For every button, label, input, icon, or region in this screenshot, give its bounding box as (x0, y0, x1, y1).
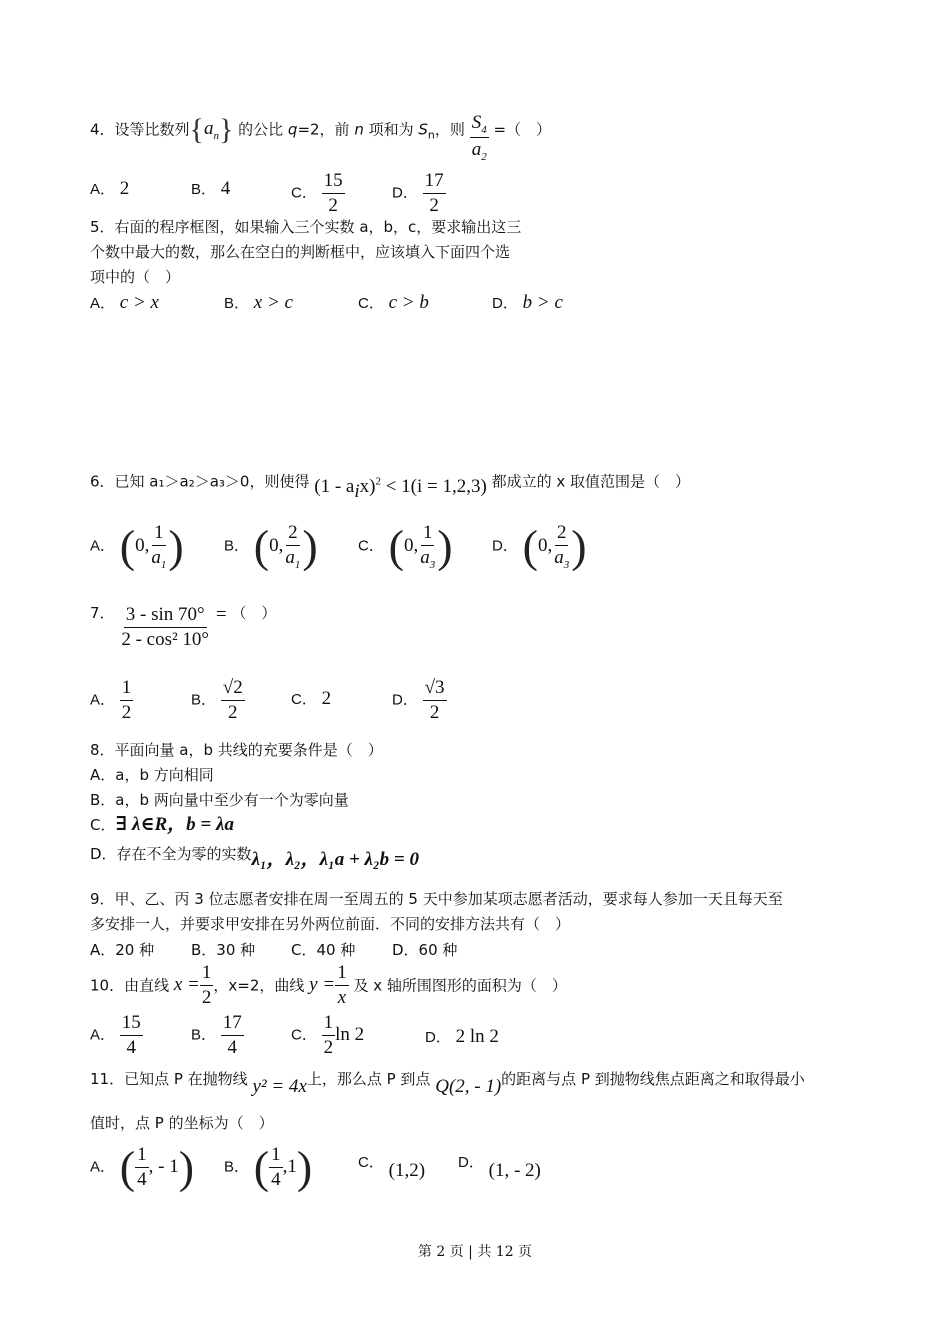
q9-option-b[interactable]: B．30 种 (191, 941, 256, 959)
q9-option-d[interactable]: D．60 种 (392, 941, 458, 959)
q8-option-c[interactable]: C．∃ λ∈R，b = λa (90, 814, 234, 835)
q6-option-a[interactable]: A． (0, $\frac{1}{a_1}$ ) (90, 520, 184, 572)
q9-option-c[interactable]: C．40 种 (291, 941, 356, 959)
q4-option-c[interactable]: C． $\frac{15}{2}$ (291, 170, 343, 216)
q8-option-a[interactable]: A．a，b 方向相同 (90, 766, 214, 784)
q8-option-b[interactable]: B．a，b 两向量中至少有一个为零向量 (90, 791, 349, 809)
q9-line1: 9．甲、乙、丙 3 位志愿者安排在周一至周五的 5 天中参加某项志愿者活动，要求每人参加一天且每天至 (90, 890, 783, 908)
q11-option-b[interactable]: B． ( $\frac{1}{4}$ ,1) (224, 1141, 313, 1193)
q4-option-b[interactable]: B． 4 (191, 178, 231, 199)
q11-option-c[interactable]: C． (1,2) (358, 1154, 426, 1181)
q10-option-c[interactable]: C． $\frac{1}{2}$ ln 2 (291, 1012, 365, 1058)
question-4: 4．设等比数列$\{a_n\}$ 的公比 q=2，前 n 项和为 $S_n$，则 $\frac{S_4}{a_2}$ =（ ） (90, 112, 552, 164)
q6-option-b[interactable]: B． (0, $\frac{2}{a_1}$ ) (224, 520, 318, 572)
q8-stem: 8．平面向量 a，b 共线的充要条件是（ ） (90, 741, 383, 759)
q4-option-a[interactable]: A． 2 (90, 178, 130, 199)
q8-option-d[interactable]: D．存在不全为零的实数λ₁，λ₂，λ₁a + λ₂b = 0 (90, 845, 419, 870)
q6-option-c[interactable]: C． (0, $\frac{1}{a_3}$ ) (358, 520, 453, 572)
q11-line2: 值时，点 P 的坐标为（ ） (90, 1114, 274, 1132)
question-7: 7． $\frac{3 - \sin 70^\circ}{\text{2 - cos² 10°}}$ = （ ） (90, 604, 277, 650)
question-6: 6．已知 a₁＞a₂＞a₃＞0，则使得 $(1 - a_ix)^2 < 1(i = 1,2,3)$ 都成立的 x 取值范围是（ ） (90, 472, 691, 503)
q7-option-b[interactable]: B． $\frac{√2}{2}$ (191, 677, 243, 723)
q5-option-b[interactable]: B． x > c (224, 292, 293, 313)
q9-option-a[interactable]: A．20 种 (90, 941, 155, 959)
q4-prefix: 4．设等比数列 (90, 120, 190, 139)
page-footer: 第 2 页 | 共 12 页 (417, 1244, 533, 1260)
q4-sequence: $a_n$ (203, 118, 219, 143)
q10-option-b[interactable]: B． $\frac{17}{4}$ (191, 1012, 242, 1058)
q6-inequality: $(1 - a_ix)^2 < 1(i = 1,2,3)$ (314, 476, 487, 503)
q5-line1: 5．右面的程序框图，如果输入三个实数 a，b，c，要求输出这三 (90, 218, 522, 236)
q5-option-a[interactable]: A． c > x (90, 292, 159, 313)
q10-option-d[interactable]: D． 2 ln 2 (425, 1026, 499, 1047)
q10-option-a[interactable]: A． $\frac{15}{4}$ (90, 1012, 141, 1058)
q5-line2: 个数中最大的数，那么在空白的判断框中，应该填入下面四个选 (90, 243, 511, 261)
q11-option-a[interactable]: A． ( $\frac{1}{4}$ , - 1) (90, 1141, 195, 1193)
q11-option-d[interactable]: D． (1, - 2) (458, 1154, 541, 1181)
q5-line3: 项中的（ ） (90, 268, 181, 286)
q5-option-d[interactable]: D． b > c (492, 292, 563, 313)
question-11: 11．已知点 P 在抛物线 y² = 4x上，那么点 P 到点 Q(2, - 1)的距离与点 P 到抛物线焦点距离之和取得最小 (90, 1070, 805, 1097)
q4-option-d[interactable]: D． $\frac{17}{2}$ (392, 170, 444, 216)
q7-option-c[interactable]: C． 2 (291, 688, 332, 709)
q4-fraction: $\frac{S_4}{a_2}$ (471, 112, 487, 164)
q6-option-d[interactable]: D． (0, $\frac{2}{a_3}$ ) (492, 520, 587, 572)
question-10: 10．由直线 x = $\frac{1}{2}$ ，x=2，曲线 y = $\frac{1}{x}$ 及 x 轴所围图形的面积为（ ） (90, 962, 567, 1008)
q5-option-c[interactable]: C． c > b (358, 292, 429, 313)
q7-option-d[interactable]: D． $\frac{√3}{2}$ (392, 677, 445, 723)
q9-line2: 多安排一人，并要求甲安排在另外两位前面．不同的安排方法共有（ ） (90, 915, 571, 933)
q7-option-a[interactable]: A． $\frac{1}{2}$ (90, 677, 132, 723)
q7-fraction: $\frac{3 - \sin 70^\circ}{\text{2 - cos² 10°}}$ (121, 604, 210, 650)
